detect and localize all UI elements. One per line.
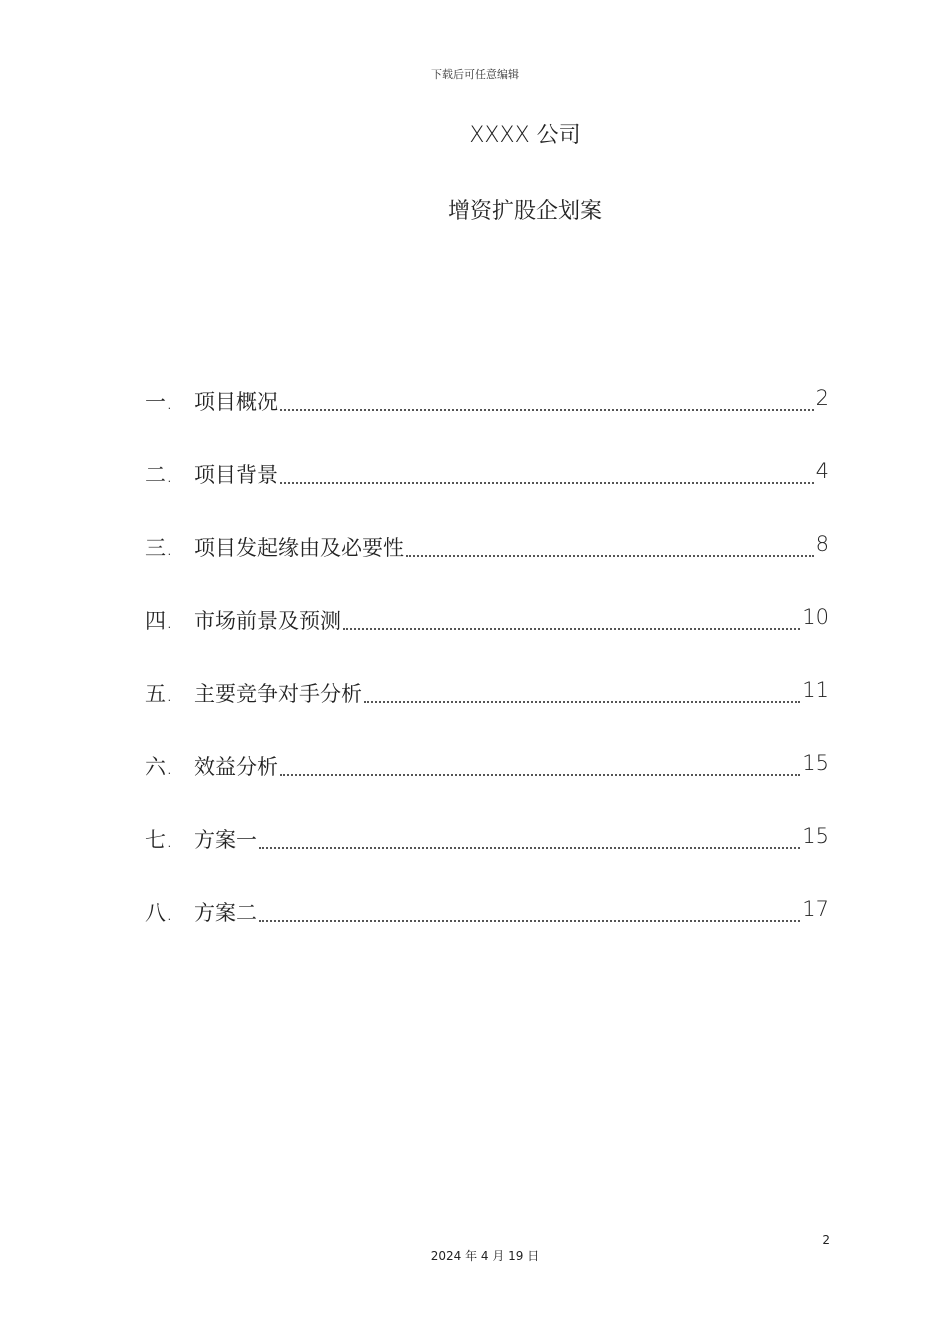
toc-entry-number: 七. [145,828,173,852]
toc-dot-leader [280,752,800,776]
toc-entry-title: 项目发起缘由及必要性 [194,536,404,560]
toc-entry-page: 2 [815,386,829,410]
page-number: 2 [822,1233,830,1247]
toc-entry[interactable] [145,605,829,678]
table-of-contents [145,386,829,970]
toc-entry-title: 主要竞争对手分析 [194,682,362,706]
toc-entry-page: 15 [802,824,829,848]
toc-entry-number: 一. [145,390,173,414]
toc-dot-leader [259,898,800,922]
toc-entry-number: 八. [145,901,173,925]
toc-entry-title: 方案二 [194,901,257,925]
toc-entry-title: 方案一 [194,828,257,852]
footer-date: 2024 年 4 月 19 日 [430,1249,540,1263]
toc-entry[interactable] [145,824,829,897]
toc-dot-leader [364,679,800,703]
toc-dot-leader [259,825,800,849]
toc-entry[interactable] [145,532,829,605]
toc-entry[interactable] [145,751,829,824]
toc-dot-leader [343,606,800,630]
toc-dot-leader [406,533,814,557]
toc-entry-title: 项目概况 [194,390,278,414]
toc-entry[interactable] [145,386,829,459]
toc-entry[interactable] [145,678,829,751]
toc-entry[interactable] [145,897,829,970]
toc-dot-leader [280,387,814,411]
toc-entry-page: 11 [802,678,829,702]
toc-entry-title: 市场前景及预测 [194,609,341,633]
toc-entry-page: 10 [802,605,829,629]
company-title: XXXX 公司 [469,123,581,148]
header-note: 下载后可任意编辑 [431,68,519,81]
toc-entry-title: 效益分析 [194,755,278,779]
toc-entry-page: 17 [802,897,829,921]
toc-entry-title: 项目背景 [194,463,278,487]
toc-entry-number: 六. [145,755,173,779]
toc-entry-page: 15 [802,751,829,775]
toc-entry-page: 8 [815,532,829,556]
document-subtitle: 增资扩股企划案 [447,199,602,224]
toc-entry[interactable] [145,459,829,532]
toc-entry-number: 二. [145,463,173,487]
toc-entry-number: 五. [145,682,173,706]
toc-entry-page: 4 [815,459,829,483]
toc-entry-number: 三. [145,536,173,560]
toc-dot-leader [280,460,814,484]
toc-entry-number: 四. [145,609,173,633]
